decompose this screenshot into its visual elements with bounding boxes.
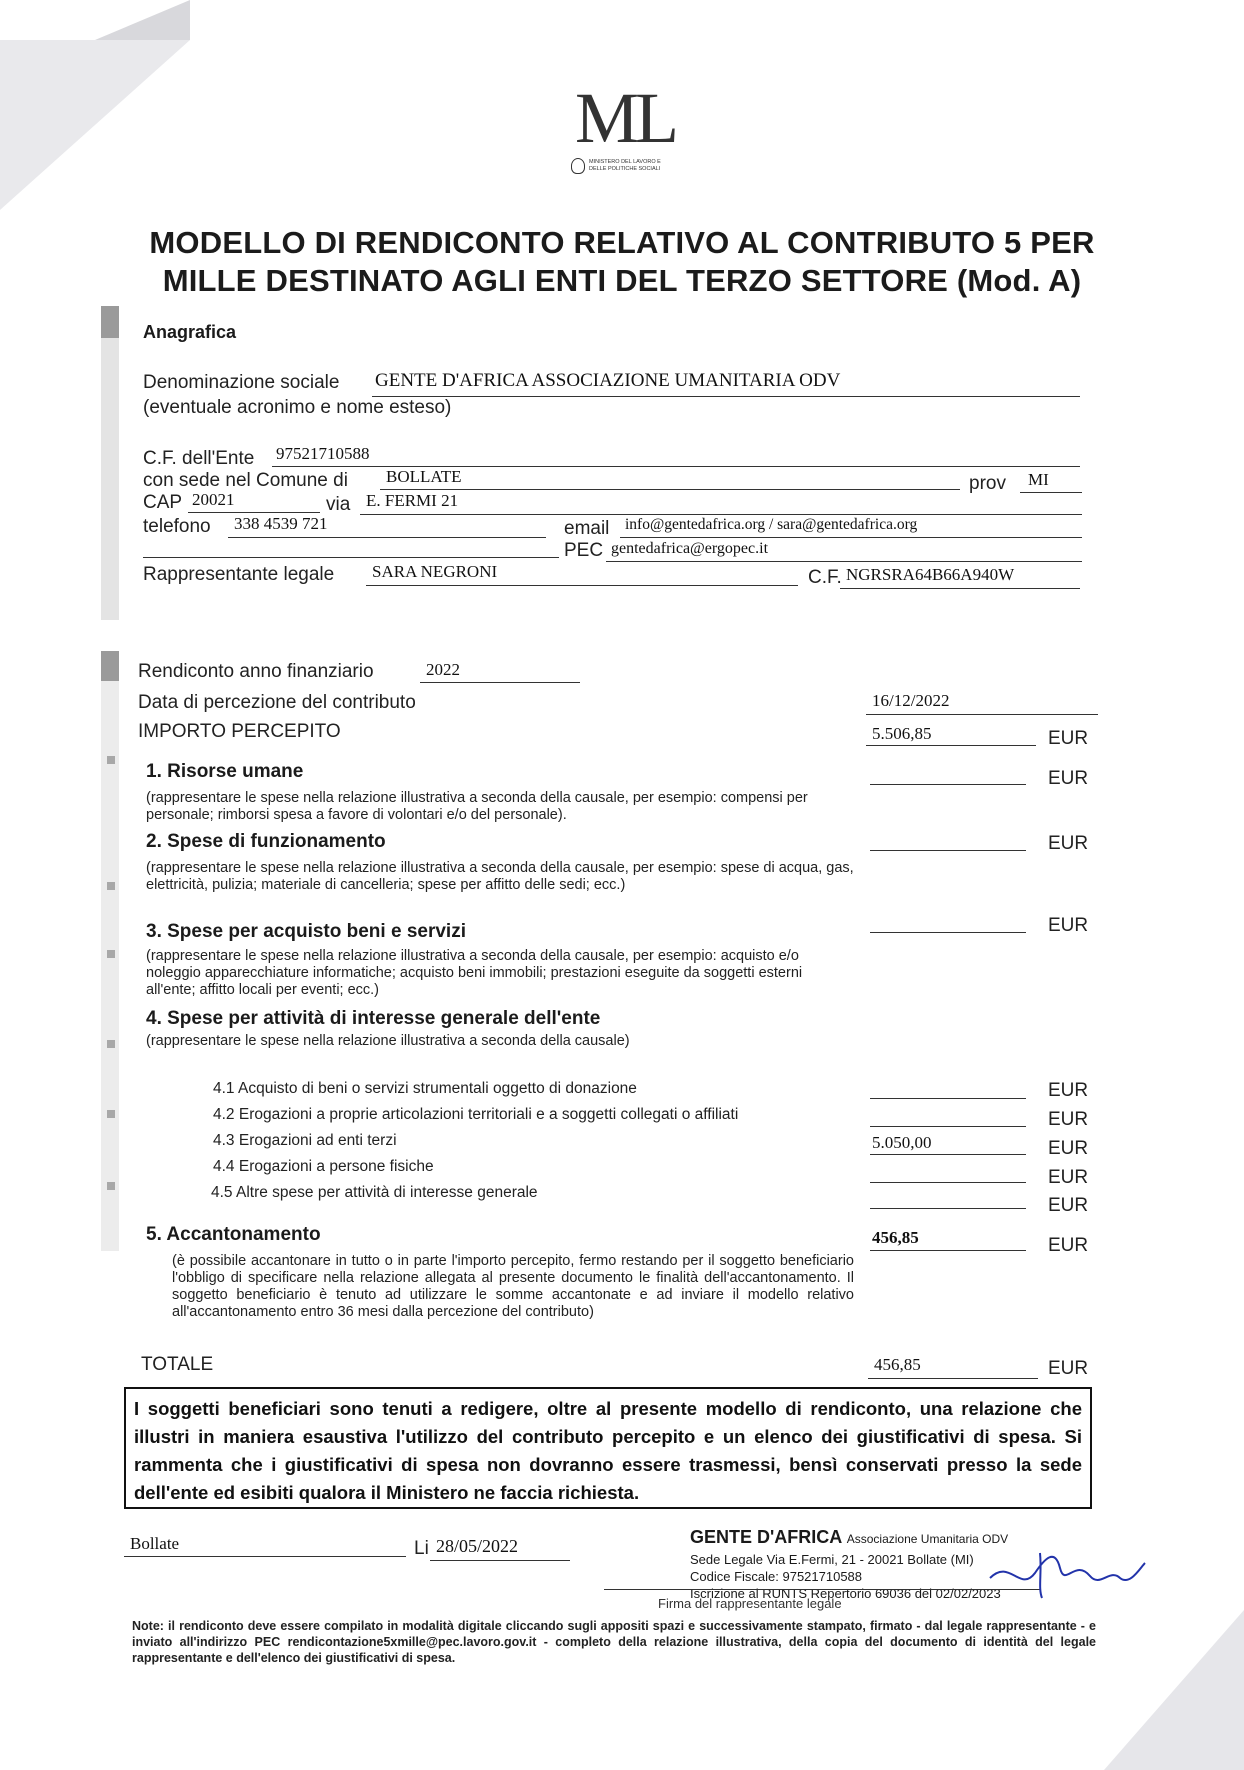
item-4-2-currency: EUR	[1048, 1109, 1089, 1130]
item-4-1-label: 4.1 Acquisto di beni o servizi strumentali oggetto di donazione	[213, 1080, 637, 1097]
place-underline	[124, 1556, 406, 1557]
data-percezione-underline	[866, 714, 1098, 715]
pec-label: PEC	[564, 540, 604, 561]
prov-label: prov	[969, 473, 1006, 494]
attivita-interesse-heading: 4. Spese per attività di interesse generale dell'ente	[146, 1008, 601, 1029]
sede-underline	[380, 489, 960, 490]
spese-funzionamento-currency: EUR	[1048, 833, 1089, 854]
logo-caption: MINISTERO DEL LAVORO E DELLE POLITICHE SOCIALI	[589, 159, 661, 172]
item-4-3-label: 4.3 Erogazioni ad enti terzi	[213, 1132, 397, 1149]
cap-label: CAP	[143, 492, 183, 513]
footer-note: Note: il rendiconto deve essere compilato in modalità digitale cliccando sugli appositi spazi e successivamente stampato, firmato - dal legale rappresentante - e inviato all'indirizzo PEC rendicontazione5xmille@pec.lavoro.gov.it - completo della relazione illustrativa, della copia del documento di identità del legale rappresentante e dell'elenco dei giustificativi di spesa.	[132, 1619, 1096, 1665]
item-4-5-label: 4.5 Altre spese per attività di interesse generale	[211, 1184, 538, 1201]
anagrafica-heading: Anagrafica	[143, 322, 237, 342]
cf-rapp-value[interactable]: NGRSRA64B66A940W	[846, 565, 1015, 584]
li-label: Li	[414, 1538, 429, 1559]
signature-place[interactable]: Bollate	[130, 1534, 180, 1553]
via-underline	[360, 514, 1082, 515]
denominazione-value[interactable]: GENTE D'AFRICA ASSOCIAZIONE UMANITARIA ODV	[375, 370, 841, 391]
accantonamento-description: (è possibile accantonare in tutto o in parte l'importo percepito, fermo restando per il soggetto beneficiario l'obbligo di specificare nella relazione allegata al presente documento le finalità dell'accantonamento. Il soggetto beneficiario è tenuto ad utilizzare le somme accantonate e ad inviare il modello relativo all'accantonamento entro 36 mesi dalla percezione del contributo)	[172, 1253, 854, 1320]
scan-edge-mark	[101, 651, 119, 681]
anno-underline	[420, 682, 580, 683]
importo-underline	[866, 745, 1036, 746]
anno-value[interactable]: 2022	[426, 660, 460, 679]
spese-funzionamento-description: (rappresentare le spese nella relazione illustrativa a seconda della causale, per esempio: spese di acqua, gas, elettricità, pulizia; materiale di cancelleria; spese per affitto delle sedi; ecc.)	[146, 860, 854, 893]
telefono-underline	[228, 537, 546, 538]
item-4-1-amount-line[interactable]	[870, 1098, 1026, 1099]
scan-edge-strip	[101, 338, 119, 620]
scan-dot	[107, 1182, 115, 1190]
risorse-umane-amount-line[interactable]	[870, 784, 1026, 785]
cap-underline	[188, 512, 320, 513]
email-underline	[620, 537, 1082, 538]
ministry-logo	[560, 78, 690, 182]
risorse-umane-description: (rappresentare le spese nella relazione illustrativa a seconda della causale, per esempio: compensi per personale; rimborsi spesa a favore di volontari e/o del personale).	[146, 790, 808, 823]
stamp-line-runts: Iscrizione al RUNTS Repertorio 69036 del 02/02/2023	[690, 1586, 1001, 1601]
scan-dot	[107, 1040, 115, 1048]
firma-label: Firma del rappresentante legale	[658, 1596, 842, 1611]
stamp-name: GENTE D'AFRICA	[690, 1527, 843, 1547]
handwritten-signature	[980, 1538, 1150, 1608]
denominazione-label: Denominazione sociale	[143, 372, 340, 393]
accantonamento-value[interactable]: 456,85	[872, 1228, 919, 1247]
accantonamento-amount-line[interactable]	[870, 1250, 1026, 1251]
item-4-3-amount-line[interactable]	[870, 1154, 1026, 1155]
spese-funzionamento-heading: 2. Spese di funzionamento	[146, 831, 386, 852]
cf-ente-value[interactable]: 97521710588	[276, 444, 370, 463]
accantonamento-heading: 5. Accantonamento	[146, 1224, 321, 1245]
email-label: email	[564, 518, 610, 539]
sede-label: con sede nel Comune di	[143, 470, 348, 491]
acronimo-label: (eventuale acronimo e nome esteso)	[143, 397, 452, 418]
corner-decoration-bottom-right	[1084, 1590, 1244, 1770]
spese-acquisto-currency: EUR	[1048, 915, 1089, 936]
item-4-4-currency: EUR	[1048, 1167, 1089, 1188]
scan-dot	[107, 1110, 115, 1118]
corner-decoration-top-left	[0, 0, 200, 210]
item-4-5-amount-line[interactable]	[870, 1208, 1026, 1209]
item-4-5-currency: EUR	[1048, 1195, 1089, 1216]
totale-underline	[868, 1378, 1038, 1379]
document-title-line1: MODELLO DI RENDICONTO RELATIVO AL CONTRIBUTO 5 PER	[149, 225, 1095, 260]
item-4-2-label: 4.2 Erogazioni a proprie articolazioni territoriali e a soggetti collegati o affiliati	[213, 1106, 739, 1123]
spese-acquisto-amount-line[interactable]	[870, 932, 1026, 933]
firma-line[interactable]	[604, 1589, 1040, 1590]
document-title-line2: MILLE DESTINATO AGLI ENTI DEL TERZO SETTORE (Mod. A)	[162, 263, 1082, 298]
importo-label: IMPORTO PERCEPITO	[138, 721, 341, 742]
pec-left-rule	[143, 557, 559, 558]
cap-value[interactable]: 20021	[192, 490, 235, 509]
item-4-1-currency: EUR	[1048, 1080, 1089, 1101]
spese-funzionamento-amount-line[interactable]	[870, 850, 1026, 851]
totale-currency: EUR	[1048, 1358, 1089, 1379]
item-4-4-label: 4.4 Erogazioni a persone fisiche	[213, 1158, 434, 1175]
notice-text: I soggetti beneficiari sono tenuti a redigere, oltre al presente modello di rendiconto, una relazione che illustri in maniera esaustiva l'utilizzo del contributo percepito e un elenco dei giustificativi di spesa. Si rammenta che i giustificativi di spesa non dovranno essere trasmessi, bensì conservati presso la sede dell'ente ed esibiti qualora il Ministero ne faccia richiesta.	[134, 1398, 1082, 1503]
totale-value[interactable]: 456,85	[874, 1355, 921, 1374]
data-percezione-value[interactable]: 16/12/2022	[872, 691, 950, 710]
via-label: via	[326, 494, 351, 515]
scan-edge-strip	[101, 681, 119, 1251]
attivita-interesse-description: (rappresentare le spese nella relazione illustrativa a seconda della causale)	[146, 1033, 630, 1049]
scan-dot	[107, 882, 115, 890]
data-percezione-label: Data di percezione del contributo	[138, 692, 416, 713]
item-4-3-currency: EUR	[1048, 1138, 1089, 1159]
email-value[interactable]: info@gentedafrica.org / sara@gentedafrica.org	[625, 516, 918, 533]
stamp-subtitle: Associazione Umanitaria ODV	[846, 1532, 1009, 1546]
telefono-value[interactable]: 338 4539 721	[234, 514, 328, 533]
cf-ente-label: C.F. dell'Ente	[143, 448, 255, 469]
pec-underline	[606, 561, 1082, 562]
prov-underline	[1020, 492, 1082, 493]
notice-box	[124, 1387, 1092, 1509]
accantonamento-currency: EUR	[1048, 1235, 1089, 1256]
item-4-2-amount-line[interactable]	[870, 1126, 1026, 1127]
stamp-line-address: Sede Legale Via E.Fermi, 21 - 20021 Bollate (MI)	[690, 1552, 974, 1567]
pec-value[interactable]: gentedafrica@ergopec.it	[611, 540, 769, 557]
emblem-icon	[571, 158, 585, 174]
risorse-umane-heading: 1. Risorse umane	[146, 761, 304, 782]
importo-currency: EUR	[1048, 728, 1089, 749]
telefono-label: telefono	[143, 516, 211, 537]
logo-letters: ML	[575, 78, 675, 158]
item-4-4-amount-line[interactable]	[870, 1182, 1026, 1183]
via-value[interactable]: E. FERMI 21	[366, 491, 459, 510]
scan-edge-mark	[101, 306, 119, 338]
risorse-umane-currency: EUR	[1048, 768, 1089, 789]
anno-label: Rendiconto anno finanziario	[138, 661, 374, 682]
scan-dot	[107, 950, 115, 958]
stamp-line-cf: Codice Fiscale: 97521710588	[690, 1569, 863, 1584]
signature-date[interactable]: 28/05/2022	[436, 1536, 519, 1556]
totale-label: TOTALE	[141, 1354, 214, 1375]
spese-acquisto-description: (rappresentare le spese nella relazione illustrativa a seconda della causale, per esempio: acquisto e/o noleggio apparecchiature informatiche; acquisto beni immobili; prestazioni eseguite da soggetti esterni all'ente; affitto locali per eventi; ecc.)	[146, 948, 803, 998]
prov-value[interactable]: MI	[1028, 470, 1049, 489]
cf-rapp-underline	[840, 588, 1080, 589]
denominazione-underline	[372, 396, 1080, 397]
rappresentante-underline	[366, 585, 798, 586]
scan-dot	[107, 756, 115, 764]
rappresentante-value[interactable]: SARA NEGRONI	[372, 562, 498, 581]
date-underline	[430, 1560, 570, 1561]
item-4-3-value[interactable]: 5.050,00	[872, 1133, 932, 1152]
sede-value[interactable]: BOLLATE	[386, 467, 462, 486]
spese-acquisto-heading: 3. Spese per acquisto beni e servizi	[146, 921, 466, 942]
importo-value[interactable]: 5.506,85	[872, 724, 932, 743]
cf-rapp-label: C.F.	[808, 567, 842, 588]
rappresentante-label: Rappresentante legale	[143, 564, 335, 585]
